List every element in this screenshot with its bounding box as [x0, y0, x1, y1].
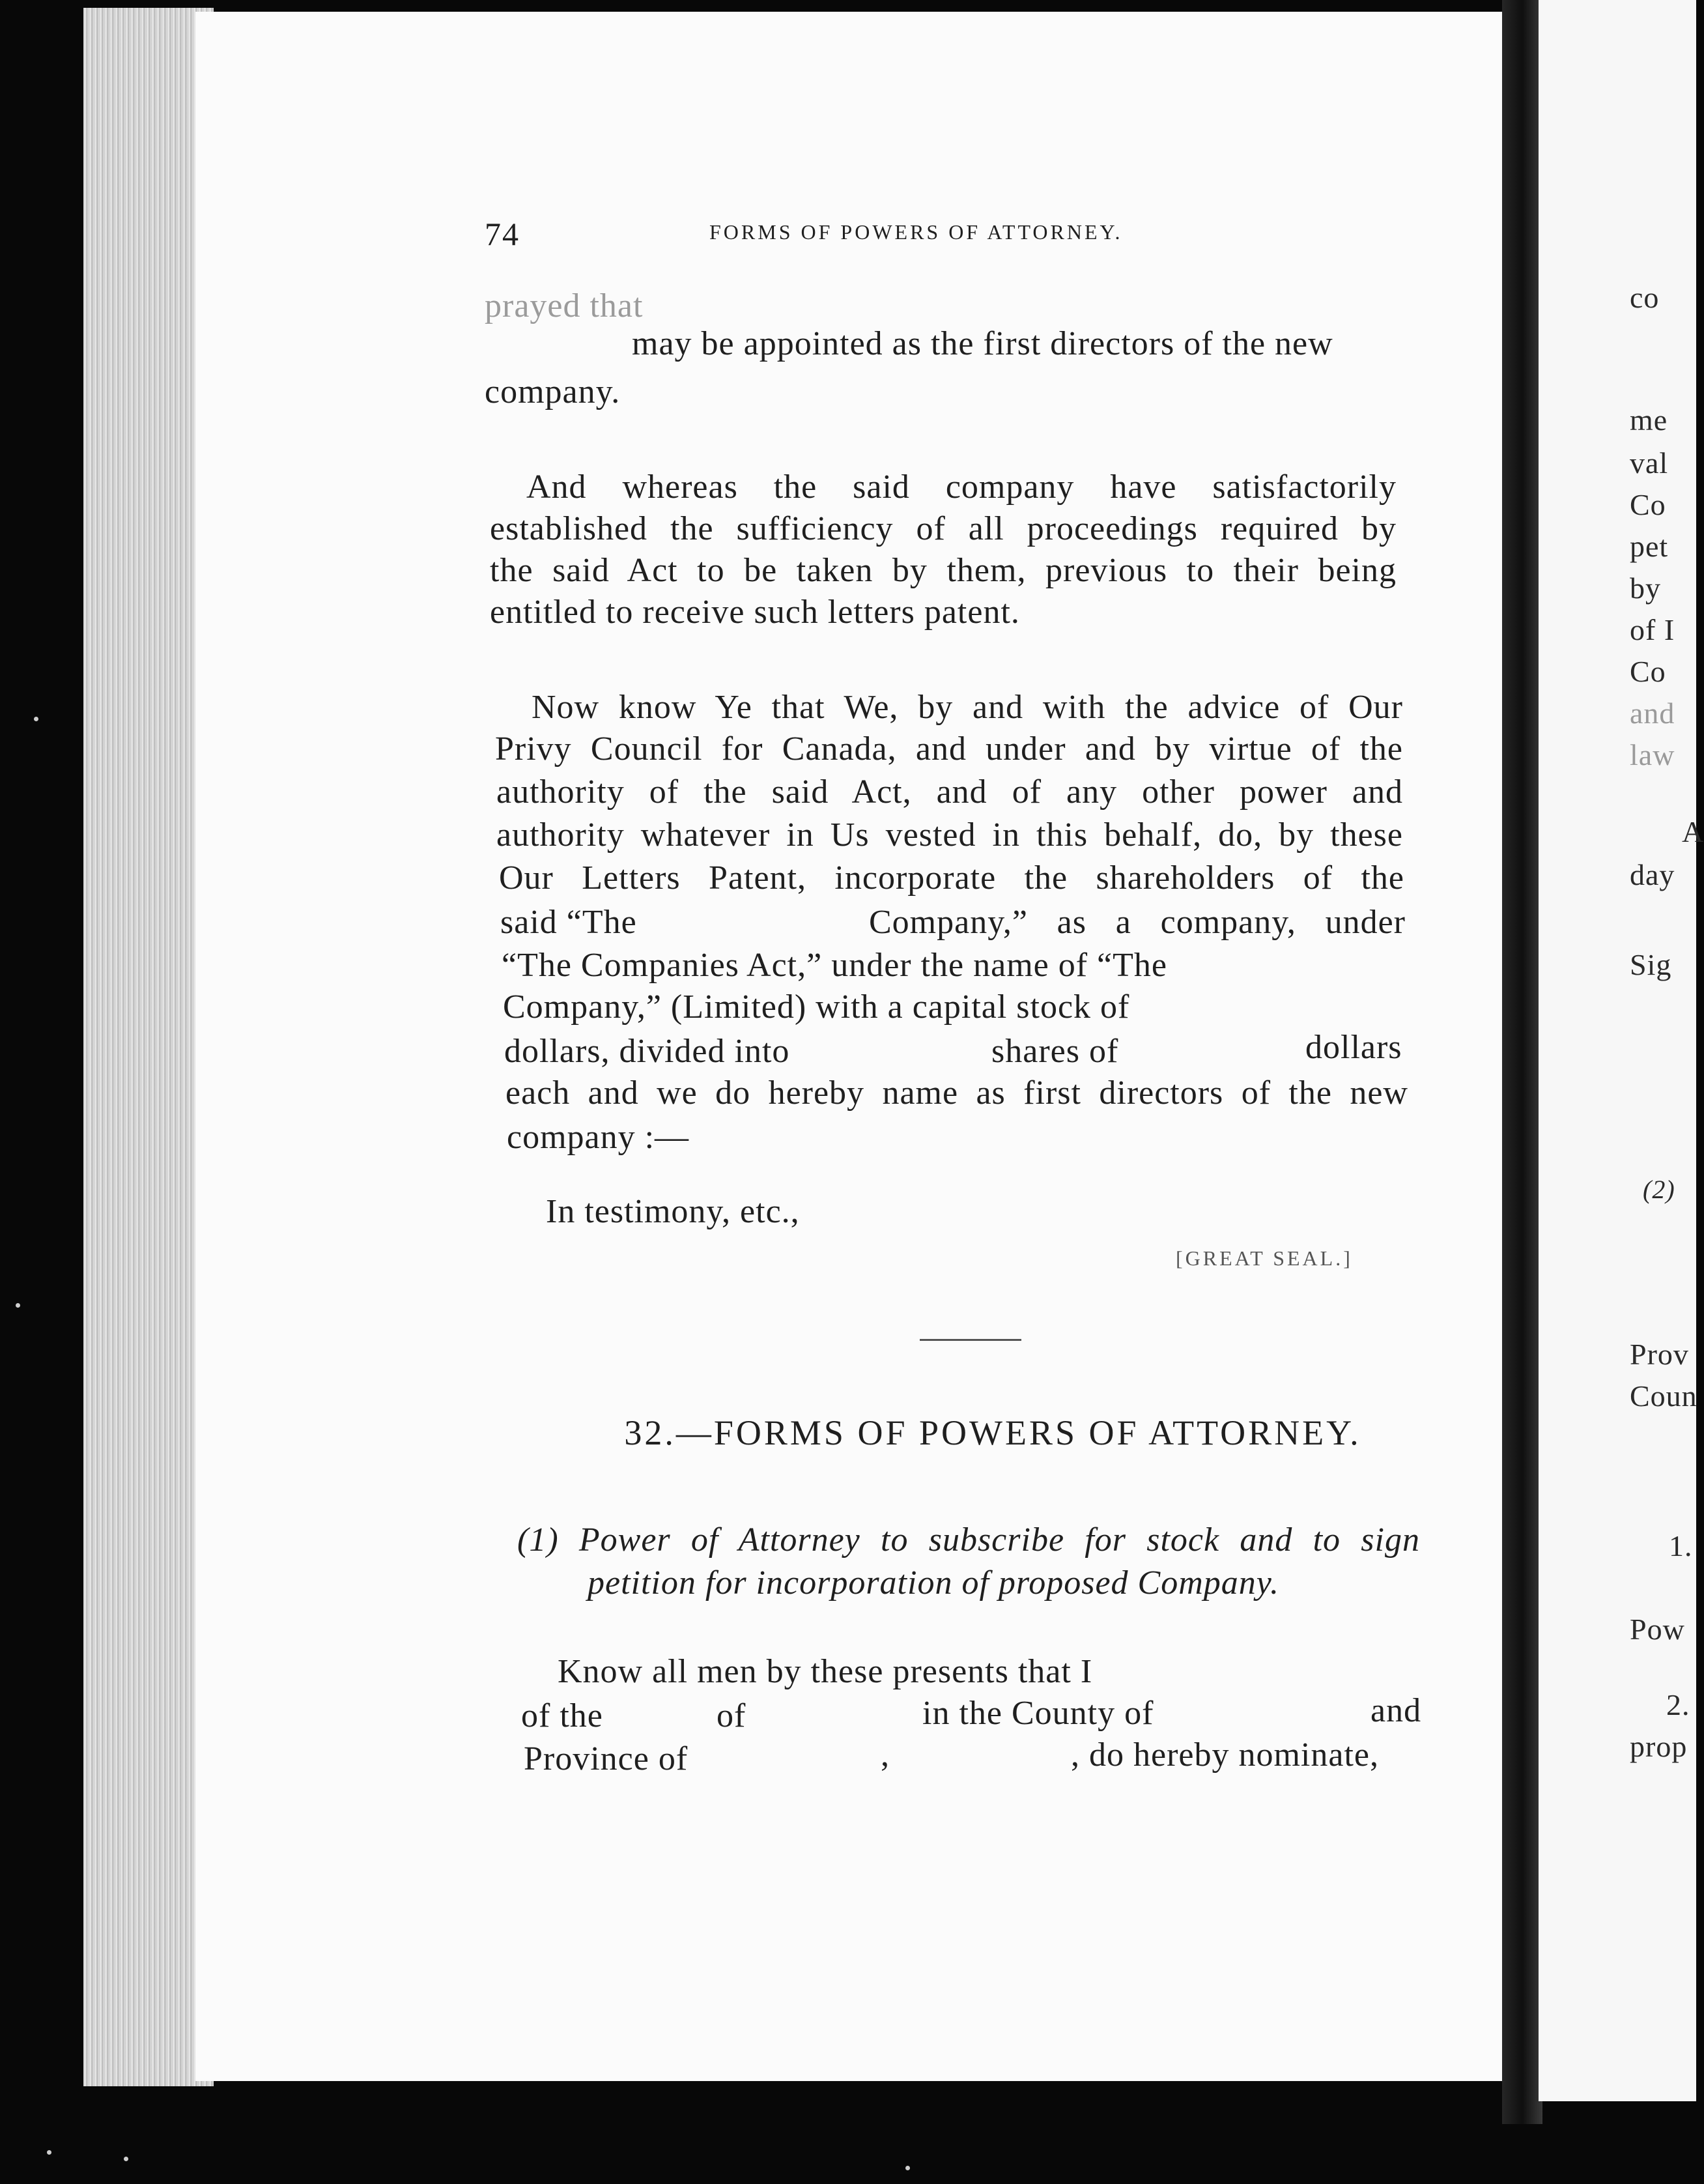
- text-line: and: [1370, 1692, 1422, 1729]
- facing-page-fragment: Pow: [1630, 1613, 1685, 1646]
- text-line: , do hereby nominate,: [1071, 1736, 1379, 1774]
- subheading-line: petition for incorporation of proposed Company.: [588, 1564, 1279, 1602]
- text-line: prayed that: [485, 287, 644, 324]
- dust-speck: [47, 2150, 51, 2155]
- text-line: Now know Ye that We, by and with the advice of Our: [532, 689, 1403, 726]
- text-line: Province of: [524, 1740, 689, 1777]
- facing-page-fragment: Co: [1630, 488, 1666, 521]
- text-line: may be appointed as the first directors of the new: [632, 325, 1333, 362]
- text-line: authority of the said Act, and of any other power and: [496, 773, 1403, 811]
- facing-page-fragment: law: [1630, 738, 1675, 771]
- dust-speck: [905, 2166, 910, 2170]
- page-edges: [83, 8, 214, 2086]
- facing-page-fragment: Co: [1630, 655, 1666, 688]
- page-number: 74: [485, 216, 520, 252]
- facing-page-fragment: val: [1630, 446, 1669, 480]
- section-heading: 32.—FORMS OF POWERS OF ATTORNEY.: [624, 1413, 1361, 1452]
- facing-page-fragment: and: [1630, 697, 1675, 730]
- facing-page-fragment: prop: [1630, 1730, 1688, 1763]
- text-line: company :—: [507, 1119, 690, 1156]
- text-line: Company,” (Limited) with a capital stock of: [503, 988, 1130, 1026]
- text-line: each and we do hereby name as first directors of the new: [505, 1074, 1408, 1112]
- text-line: Know all men by these presents that I: [558, 1653, 1093, 1690]
- dust-speck: [16, 1303, 20, 1308]
- text-line: in the County of: [922, 1695, 1154, 1732]
- text-line: of: [717, 1697, 746, 1734]
- facing-page-fragment: 1.: [1669, 1529, 1693, 1562]
- facing-page-fragment: of I: [1630, 613, 1675, 646]
- running-title: FORMS OF POWERS OF ATTORNEY.: [709, 220, 1123, 244]
- facing-page-fragment: day: [1630, 858, 1675, 891]
- text-line: shares of: [991, 1033, 1119, 1070]
- facing-page-fragment: Sig: [1630, 948, 1672, 981]
- book-gutter: [1502, 0, 1542, 2124]
- text-line: dollars: [1305, 1029, 1402, 1066]
- facing-page-fragment: 2.: [1666, 1688, 1690, 1721]
- text-line: ,: [881, 1736, 890, 1774]
- text-line: dollars, divided into: [504, 1033, 790, 1070]
- dust-speck: [34, 717, 38, 721]
- text-line: And whereas the said company have satisfactorily: [526, 468, 1397, 506]
- text-line: company.: [485, 373, 621, 410]
- facing-page-fragment: by: [1630, 571, 1661, 605]
- text-line: Privy Council for Canada, and under and by virtue of the: [495, 730, 1403, 768]
- facing-page-fragment: Coun: [1630, 1379, 1697, 1413]
- page-header: [485, 215, 1423, 261]
- subheading-line: (1) Power of Attorney to subscribe for stock and to sign: [517, 1521, 1420, 1559]
- facing-page-fragment: me: [1630, 403, 1668, 437]
- facing-page-fragment: pet: [1630, 530, 1669, 563]
- text-line: authority whatever in Us vested in this behalf, do, by these: [496, 816, 1403, 854]
- text-line: Company,” as a company, under: [869, 904, 1406, 941]
- text-line: established the sufficiency of all proceedings required by: [490, 510, 1397, 547]
- text-line: of the: [521, 1697, 603, 1734]
- great-seal-note: [GREAT SEAL.]: [1176, 1246, 1353, 1270]
- dust-speck: [124, 2157, 128, 2161]
- text-line: Our Letters Patent, incorporate the shareholders of the: [499, 859, 1404, 897]
- facing-page-fragment: co: [1630, 281, 1660, 314]
- text-line: entitled to receive such letters patent.: [490, 594, 1020, 631]
- facing-page-fragment: A: [1682, 815, 1704, 848]
- text-line: the said Act to be taken by them, previous to their being: [490, 552, 1397, 589]
- text-line: said “The: [500, 904, 637, 941]
- facing-page: [1539, 0, 1704, 2101]
- testimony-line: In testimony, etc.,: [546, 1193, 800, 1230]
- section-divider: [920, 1339, 1021, 1341]
- facing-page-fragment: (2): [1643, 1175, 1675, 1204]
- text-line: “The Companies Act,” under the name of “The: [502, 947, 1167, 984]
- facing-page-fragment: Prov: [1630, 1338, 1689, 1371]
